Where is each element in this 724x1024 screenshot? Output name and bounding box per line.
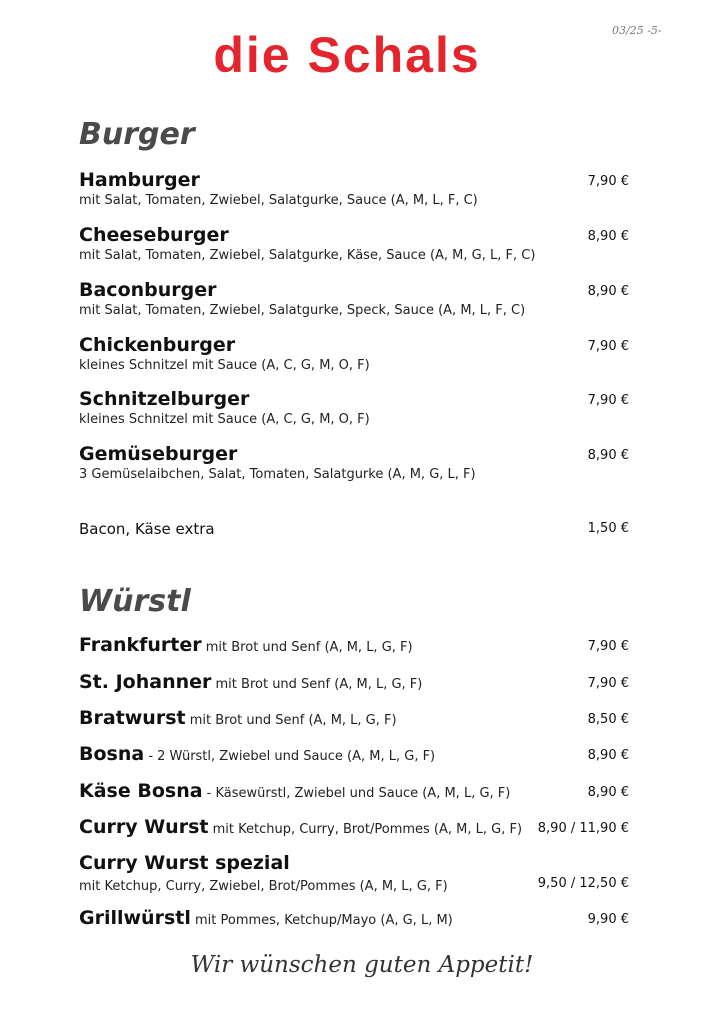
item-name: St. Johanner (79, 671, 212, 693)
menu-item-gemueseburger (79, 442, 631, 483)
item-description: mit Salat, Tomaten, Zwiebel, Salatgurke, Sauce (A, M, L, F, C) (79, 193, 478, 208)
item-description: mit Salat, Tomaten, Zwiebel, Salatgurke, Speck, Sauce (A, M, L, F, C) (79, 303, 526, 318)
menu-item-curry-wurst-spezial (79, 851, 631, 893)
menu-item-curry-wurst (79, 815, 631, 839)
item-price: 7,90 € (587, 339, 629, 354)
item-price: 7,90 € (587, 174, 629, 189)
item-name: Baconburger (79, 279, 217, 301)
menu-item-chickenburger (79, 333, 631, 374)
menu-item-cheeseburger (79, 223, 631, 264)
item-price: 7,90 € (587, 393, 629, 408)
menu-item-kaese-bosna (79, 779, 631, 803)
item-name: Bosna (79, 743, 145, 765)
item-name: Curry Wurst (79, 816, 209, 838)
item-name: Bratwurst (79, 707, 186, 729)
item-name: Chickenburger (79, 334, 236, 356)
item-name: Gemüseburger (79, 443, 238, 465)
item-price: 7,90 € (587, 676, 629, 691)
section-title-burger: Burger (79, 117, 195, 152)
item-price: 8,90 € (587, 748, 629, 763)
item-price: 8,90 € (587, 785, 629, 800)
item-price: 8,50 € (587, 712, 629, 727)
item-price: 9,90 € (587, 912, 629, 927)
item-description: mit Salat, Tomaten, Zwiebel, Salatgurke, Käse, Sauce (A, M, G, L, F, C) (79, 248, 536, 263)
menu-item-bosna (79, 742, 631, 766)
menu-item-st-johanner (79, 670, 631, 694)
item-price: 8,90 / 11,90 € (537, 821, 629, 836)
item-price: 9,50 / 12,50 € (537, 876, 629, 891)
footer-greeting: Wir wünschen guten Appetit! (190, 952, 534, 978)
item-description: mit Brot und Senf (A, M, L, G, F) (185, 713, 397, 728)
item-name: Cheeseburger (79, 224, 229, 246)
item-price: 8,90 € (587, 229, 629, 244)
extra-price: 1,50 € (587, 521, 629, 536)
item-description: - 2 Würstl, Zwiebel und Sauce (A, M, L, G, F) (144, 749, 436, 764)
item-description: kleines Schnitzel mit Sauce (A, C, G, M, O, F) (79, 358, 370, 373)
item-description: mit Ketchup, Curry, Brot/Pommes (A, M, L, G, F) (208, 822, 523, 837)
menu-item-baconburger (79, 278, 631, 319)
item-name: Hamburger (79, 169, 200, 191)
menu-item-grillwuerstl (79, 906, 631, 930)
item-price: 8,90 € (587, 448, 629, 463)
item-name: Frankfurter (79, 634, 202, 656)
page-reference: 03/25 -5- (612, 24, 662, 37)
item-name: Grillwürstl (79, 907, 191, 929)
menu-extra-bacon-kaese (79, 518, 631, 540)
item-price: 7,90 € (587, 639, 629, 654)
item-name: Curry Wurst spezial (79, 852, 290, 874)
item-description: 3 Gemüselaibchen, Salat, Tomaten, Salatgurke (A, M, G, L, F) (79, 467, 476, 482)
item-description: kleines Schnitzel mit Sauce (A, C, G, M, O, F) (79, 412, 370, 427)
item-name: Schnitzelburger (79, 388, 250, 410)
section-title-wurstl: Würstl (79, 584, 191, 619)
extra-label: Bacon, Käse extra (79, 520, 215, 538)
restaurant-name: die Schals (213, 27, 481, 83)
item-description: mit Pommes, Ketchup/Mayo (A, G, L, M) (190, 913, 453, 928)
menu-item-frankfurter (79, 633, 631, 657)
item-description: - Käsewürstl, Zwiebel und Sauce (A, M, L, G, F) (202, 786, 511, 801)
item-description: mit Brot und Senf (A, M, L, G, F) (211, 677, 423, 692)
item-description: mit Ketchup, Curry, Zwiebel, Brot/Pommes (A, M, L, G, F) (79, 879, 448, 894)
menu-item-schnitzelburger (79, 387, 631, 428)
item-name: Käse Bosna (79, 780, 203, 802)
menu-item-hamburger (79, 168, 631, 209)
item-description: mit Brot und Senf (A, M, L, G, F) (201, 640, 413, 655)
menu-item-bratwurst (79, 706, 631, 730)
item-price: 8,90 € (587, 284, 629, 299)
